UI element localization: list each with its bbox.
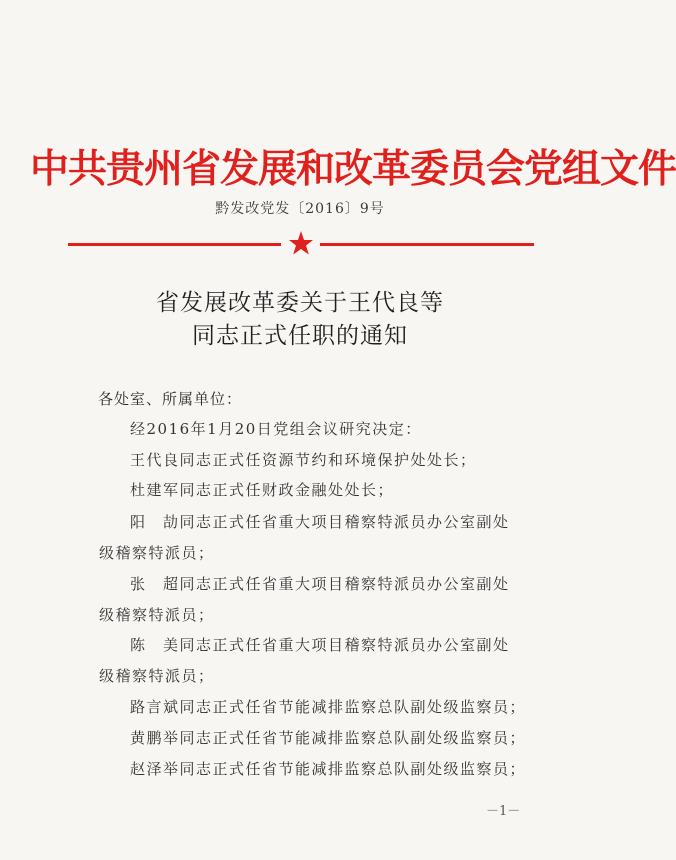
body-paragraph: 路言斌同志正式任省节能减排监察总队副处级监察员； (130, 698, 527, 716)
salutation: 各处室、所属单位： (98, 390, 243, 408)
star-icon (288, 230, 314, 256)
red-divider-right (320, 243, 534, 246)
body-paragraph: 级稽察特派员； (99, 667, 215, 685)
body-paragraph: 经2016年1月20日党组会议研究决定： (130, 420, 422, 438)
issuing-authority-title: 中共贵州省发展和改革委员会党组文件 (30, 146, 676, 192)
body-paragraph: 张 超同志正式任省重大项目稽察特派员办公室副处 (130, 575, 510, 593)
page-number: －1－ (486, 804, 521, 819)
body-paragraph: 王代良同志正式任资源节约和环境保护处处长； (130, 451, 477, 469)
red-divider-left (68, 243, 281, 246)
body-paragraph: 级稽察特派员； (99, 606, 215, 624)
body-paragraph: 级稽察特派员； (99, 544, 215, 562)
body-paragraph: 阳 劼同志正式任省重大项目稽察特派员办公室副处 (130, 513, 510, 531)
body-paragraph: 杜建军同志正式任财政金融处处长； (130, 481, 395, 499)
document-number: 黔发改党发〔2016〕9号 (215, 201, 385, 217)
notice-title-line-1: 省发展改革委关于王代良等 (156, 290, 444, 316)
body-paragraph: 赵泽举同志正式任省节能减排监察总队副处级监察员； (130, 760, 527, 778)
body-paragraph: 陈 美同志正式任省重大项目稽察特派员办公室副处 (130, 636, 510, 654)
body-paragraph: 黄鹏举同志正式任省节能减排监察总队副处级监察员； (130, 729, 527, 747)
notice-title-line-2: 同志正式任职的通知 (192, 323, 408, 349)
